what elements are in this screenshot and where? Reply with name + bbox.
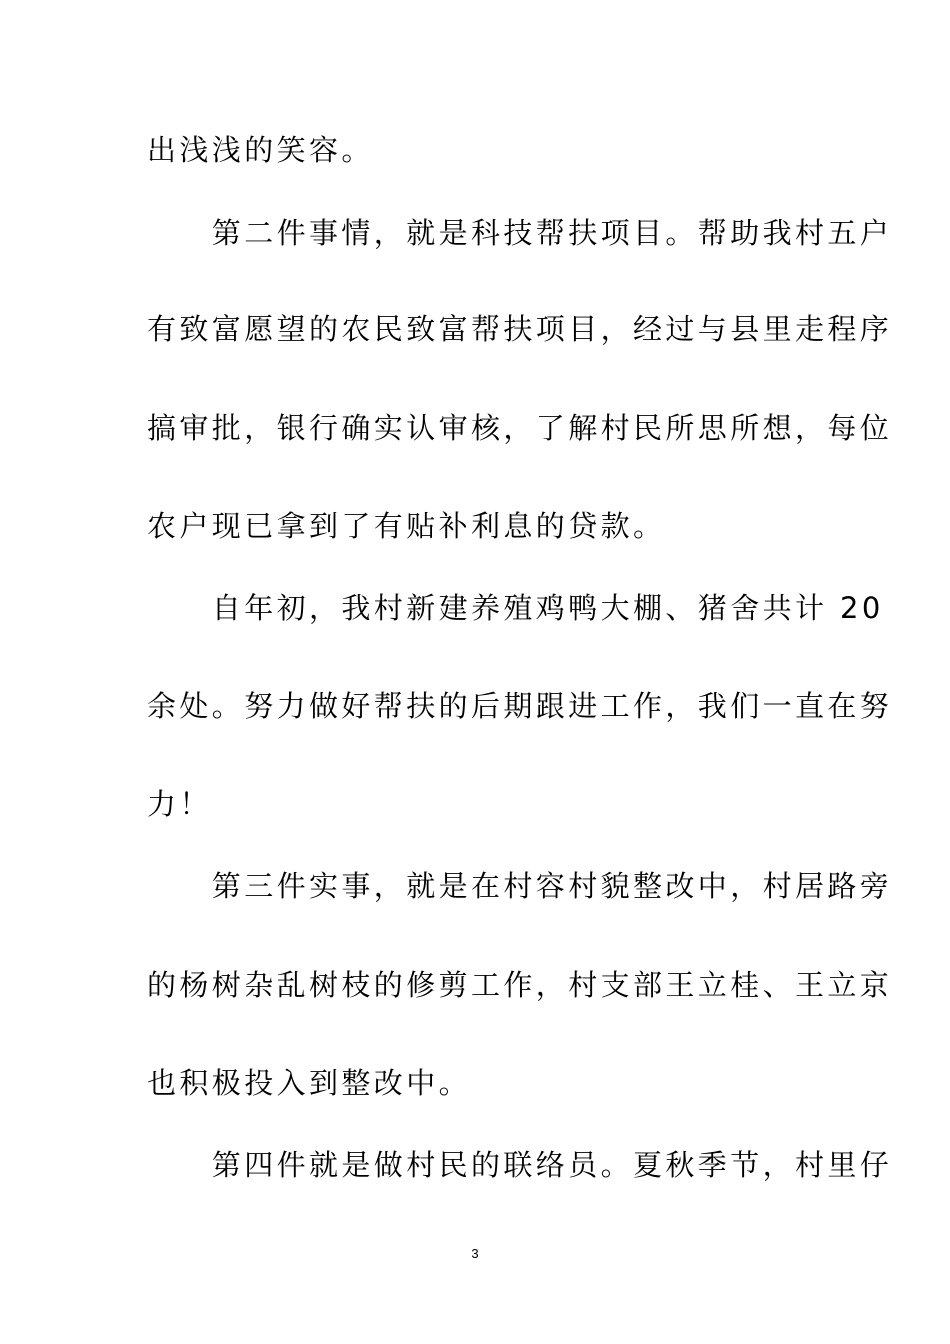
text-line: 第四件就是做村民的联络员。夏秋季节，村里仔 (147, 1148, 893, 1182)
text-line: 农户现已拿到了有贴补利息的贷款。 (147, 509, 666, 543)
text-line: 自年初，我村新建养殖鸡鸭大棚、猪舍共计 20 (147, 591, 884, 625)
page-number: 3 (471, 1246, 479, 1261)
text-line: 搞审批，银行确实认审核，了解村民所思所想，每位 (147, 411, 893, 445)
text-line: 有致富愿望的农民致富帮扶项目，经过与县里走程序 (147, 312, 893, 346)
text-line: 也积极投入到整改中。 (147, 1066, 472, 1100)
text-line: 余处。努力做好帮扶的后期跟进工作，我们一直在努 (147, 689, 893, 723)
text-line: 第三件实事，就是在村容村貌整改中，村居路旁 (147, 869, 893, 903)
text-line: 第二件事情，就是科技帮扶项目。帮助我村五户 (147, 216, 893, 250)
text-line: 出浅浅的笑容。 (147, 133, 374, 167)
text-line: 力！ (147, 787, 212, 821)
text-line: 的杨树杂乱树枝的修剪工作，村支部王立桂、王立京 (147, 968, 893, 1002)
